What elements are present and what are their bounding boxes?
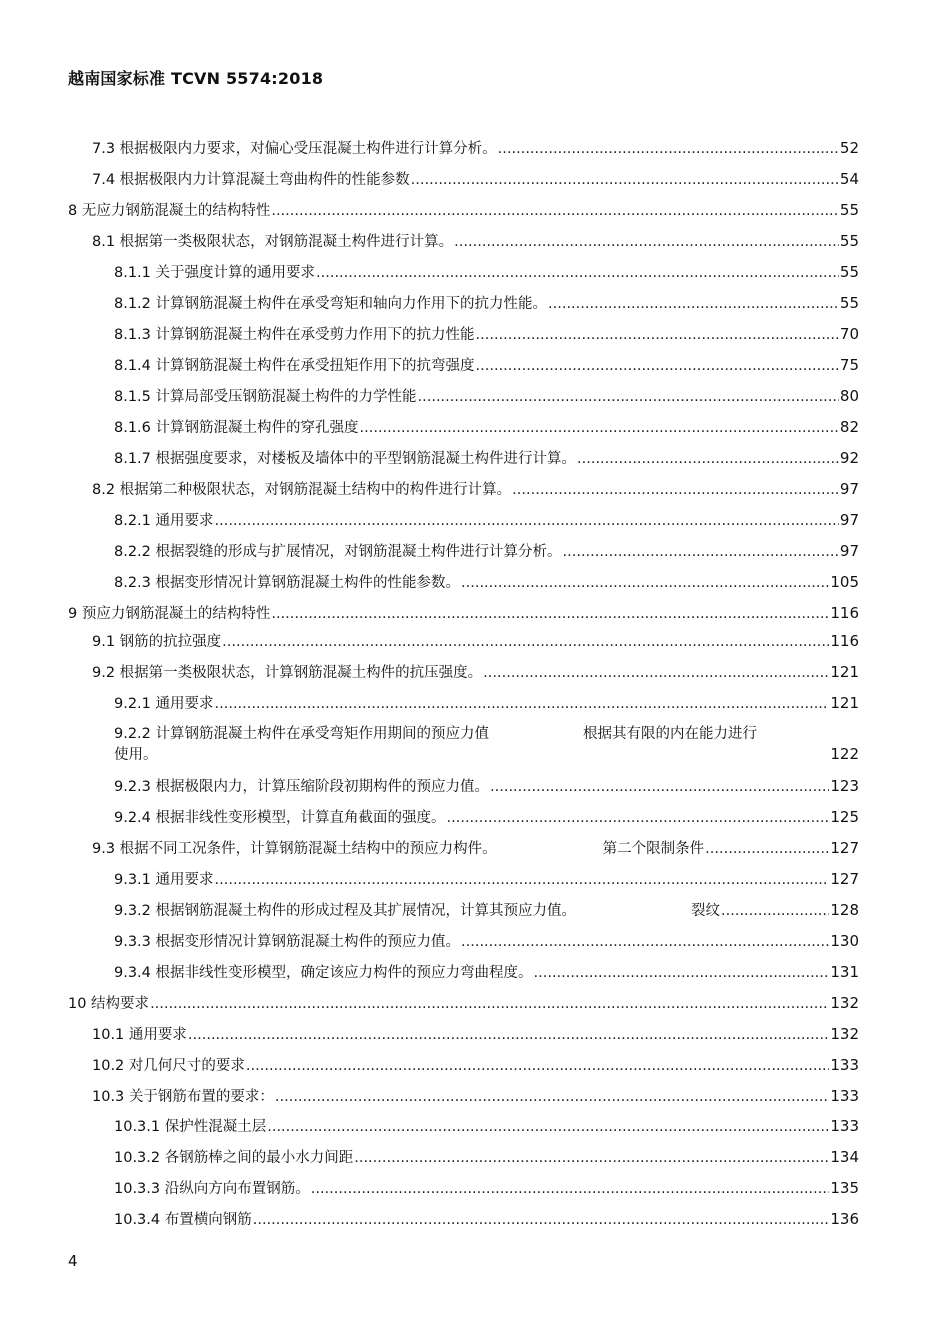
toc-page-number: 134 <box>830 1148 859 1166</box>
toc-leader-dots <box>215 694 830 714</box>
toc-entry[interactable] <box>68 603 859 624</box>
toc-page-number: 130 <box>830 932 859 950</box>
toc-entry[interactable] <box>114 572 859 593</box>
toc-page-number: 116 <box>830 632 859 650</box>
toc-page-number: 127 <box>830 870 859 888</box>
toc-entry-title: 7.4 根据极限内力计算混凝土弯曲构件的性能参数 <box>92 172 410 188</box>
toc-leader-dots <box>253 1210 830 1230</box>
toc-leader-dots <box>498 139 839 159</box>
toc-page-number: 132 <box>830 994 859 1012</box>
toc-entry[interactable] <box>92 479 859 500</box>
toc-leader-dots <box>215 511 839 531</box>
toc-entry-title: 8.2 根据第二种极限状态，对钢筋混凝土结构中的构件进行计算。 <box>92 482 512 498</box>
toc-leader-dots <box>447 808 830 828</box>
toc-page-number: 105 <box>830 573 859 591</box>
toc-page-number: 52 <box>839 139 859 157</box>
toc-leader-dots <box>188 1025 829 1045</box>
toc-page-number: 97 <box>839 480 859 498</box>
toc-leader-dots <box>311 1179 830 1199</box>
toc-leader-dots <box>222 632 829 652</box>
toc-entry-title: 8.1.2 计算钢筋混凝土构件在承受弯矩和轴向力作用下的抗力性能。 <box>114 296 548 312</box>
toc-leader-dots <box>246 1056 829 1076</box>
toc-entry-title: 8.2.2 根据裂缝的形成与扩展情况，对钢筋混凝土构件进行计算分析。 <box>114 544 562 560</box>
toc-entry-title: 10.3.3 沿纵向方向布置钢筋。 <box>114 1181 310 1197</box>
toc-entry-title: 8.1 根据第一类极限状态，对钢筋混凝土构件进行计算。 <box>92 234 454 250</box>
toc-entry[interactable] <box>92 138 859 159</box>
toc-entry[interactable] <box>114 448 859 469</box>
toc-leader-dots <box>411 170 839 190</box>
toc-entry-title: 8.1.6 计算钢筋混凝土构件的穿孔强度 <box>114 420 359 436</box>
toc-entry-title: 9.2.1 通用要求 <box>114 696 214 712</box>
toc-entry-title: 9.3.3 根据变形情况计算钢筋混凝土构件的预应力值。 <box>114 934 461 950</box>
toc-entry[interactable] <box>92 838 859 859</box>
toc-leader-dots <box>461 573 829 593</box>
toc-leader-dots <box>275 1087 829 1107</box>
toc-page-number: 97 <box>839 542 859 560</box>
toc-page-number: 125 <box>830 808 859 826</box>
toc-page-number: 55 <box>839 232 859 250</box>
toc-page-number: 55 <box>839 294 859 312</box>
toc-entry[interactable] <box>92 662 859 683</box>
toc-entry[interactable] <box>114 1116 859 1137</box>
toc-entry[interactable] <box>114 962 859 983</box>
toc-leader-dots <box>150 994 829 1014</box>
toc-entry[interactable] <box>114 724 859 765</box>
toc-entry[interactable] <box>92 169 859 190</box>
toc-page-number: 92 <box>839 449 859 467</box>
toc-page-number: 132 <box>830 1025 859 1043</box>
toc-leader-dots <box>360 418 839 438</box>
toc-entry[interactable] <box>114 693 859 714</box>
toc-entry[interactable] <box>68 200 859 221</box>
page-header: 越南国家标准 TCVN 5574:2018 <box>68 69 324 88</box>
toc-leader-dots <box>512 480 839 500</box>
toc-page-number: 116 <box>830 604 859 622</box>
toc-page-number: 54 <box>839 170 859 188</box>
toc-entry-title: 8.1.3 计算钢筋混凝土构件在承受剪力作用下的抗力性能 <box>114 327 475 343</box>
toc-entry[interactable] <box>92 1024 859 1045</box>
toc-entry-title: 9.2.3 根据极限内力，计算压缩阶段初期构件的预应力值。 <box>114 779 490 795</box>
toc-entry-title-wrapped: 使用。 <box>114 747 158 763</box>
toc-leader-dots <box>548 294 839 314</box>
toc-entry-title: 8.1.4 计算钢筋混凝土构件在承受扭矩作用下的抗弯强度 <box>114 358 475 374</box>
toc-entry-title: 8.2.3 根据变形情况计算钢筋混凝土构件的性能参数。 <box>114 575 461 591</box>
toc-entry-title: 8.1.1 关于强度计算的通用要求 <box>114 265 316 281</box>
toc-entry-title: 9.3 根据不同工况条件，计算钢筋混凝土结构中的预应力构件。 <box>92 841 497 857</box>
toc-page-number: 135 <box>830 1179 859 1197</box>
toc-leader-dots <box>563 542 839 562</box>
toc-entry[interactable] <box>92 631 859 652</box>
toc-entry-title-continued: 裂纹 <box>691 903 721 919</box>
toc-entry[interactable] <box>114 776 859 797</box>
toc-entry-title: 9.2.4 根据非线性变形模型，计算直角截面的强度。 <box>114 810 446 826</box>
toc-entry-title: 9.3.1 通用要求 <box>114 872 214 888</box>
toc-leader-dots <box>490 777 829 797</box>
toc-leader-dots <box>721 901 829 921</box>
toc-entry[interactable] <box>114 1147 859 1168</box>
toc-leader-dots <box>705 839 829 859</box>
toc-entry[interactable] <box>114 262 859 283</box>
toc-entry[interactable] <box>114 900 859 921</box>
toc-leader-dots <box>316 263 839 283</box>
toc-entry[interactable] <box>114 293 859 314</box>
toc-entry[interactable] <box>114 869 859 890</box>
toc-entry[interactable] <box>114 1178 859 1199</box>
toc-page-number: 80 <box>839 387 859 405</box>
toc-page-number: 133 <box>830 1117 859 1135</box>
toc-leader-dots <box>271 201 839 221</box>
toc-page-number: 133 <box>830 1056 859 1074</box>
toc-entry-title: 7.3 根据极限内力要求，对偏心受压混凝土构件进行计算分析。 <box>92 141 497 157</box>
toc-entry[interactable] <box>114 324 859 345</box>
toc-leader-dots <box>461 932 829 952</box>
toc-page-number: 128 <box>830 901 859 919</box>
toc-entry[interactable] <box>92 1055 859 1076</box>
toc-page-number: 131 <box>830 963 859 981</box>
toc-page-number: 55 <box>839 201 859 219</box>
toc-page-number: 121 <box>830 663 859 681</box>
toc-leader-dots <box>483 663 829 683</box>
toc-leader-dots <box>418 387 839 407</box>
toc-leader-dots <box>534 963 830 983</box>
toc-page-number: 123 <box>830 777 859 795</box>
toc-entry-title: 9.3.4 根据非线性变形模型，确定该应力构件的预应力弯曲程度。 <box>114 965 533 981</box>
toc-entry-title: 9.3.2 根据钢筋混凝土构件的形成过程及其扩展情况，计算其预应力值。 <box>114 903 577 919</box>
toc-page-number: 75 <box>839 356 859 374</box>
toc-leader-dots <box>267 1117 829 1137</box>
toc-page-number: 55 <box>839 263 859 281</box>
toc-entry[interactable] <box>114 355 859 376</box>
toc-leader-dots <box>271 604 829 624</box>
toc-entry-title: 10.1 通用要求 <box>92 1027 187 1043</box>
toc-entry[interactable] <box>114 386 859 407</box>
toc-entry[interactable] <box>114 807 859 828</box>
toc-entry-title: 10.3.4 布置横向钢筋 <box>114 1212 252 1228</box>
toc-leader-dots <box>215 870 830 890</box>
toc-entry-title-continued: 根据其有限的内在能力进行 <box>583 726 758 742</box>
toc-leader-dots <box>476 356 839 376</box>
toc-entry-title: 10.3.2 各钢筋棒之间的最小水力间距 <box>114 1150 354 1166</box>
toc-entry[interactable] <box>92 1086 859 1107</box>
toc-entry-title: 9.2 根据第一类极限状态，计算钢筋混凝土构件的抗压强度。 <box>92 665 483 681</box>
toc-entry-title: 8.2.1 通用要求 <box>114 513 214 529</box>
toc-entry-title: 10.3.1 保护性混凝土层 <box>114 1119 267 1135</box>
toc-page-number: 136 <box>830 1210 859 1228</box>
toc-page-number: 127 <box>830 839 859 857</box>
toc-entry[interactable] <box>114 931 859 952</box>
toc-page-number: 121 <box>830 694 859 712</box>
page-number: 4 <box>68 1252 78 1270</box>
toc-entry-title: 8.1.5 计算局部受压钢筋混凝土构件的力学性能 <box>114 389 417 405</box>
toc-page-number: 97 <box>839 511 859 529</box>
toc-entry[interactable] <box>114 510 859 531</box>
toc-leader-dots <box>577 449 839 469</box>
toc-entry-title-continued: 第二个限制条件 <box>602 841 705 857</box>
toc-entry-title: 9.2.2 计算钢筋混凝土构件在承受弯矩作用期间的预应力值 <box>114 726 490 742</box>
toc-entry-title: 8 无应力钢筋混凝土的结构特性 <box>68 203 271 219</box>
toc-entry[interactable] <box>114 1209 859 1230</box>
toc-page-number: 82 <box>839 418 859 436</box>
toc-page-number: 70 <box>839 325 859 343</box>
toc-entry[interactable] <box>114 417 859 438</box>
toc-leader-dots <box>476 325 839 345</box>
toc-page-number: 133 <box>830 1087 859 1105</box>
toc-entry-title: 8.1.7 根据强度要求，对楼板及墙体中的平型钢筋混凝土构件进行计算。 <box>114 451 577 467</box>
toc-leader-dots <box>354 1148 829 1168</box>
toc-entry[interactable] <box>92 231 859 252</box>
toc-entry-title: 9 预应力钢筋混凝土的结构特性 <box>68 606 271 622</box>
toc-page-number: 122 <box>830 745 859 763</box>
toc-entry-title: 10.3 关于钢筋布置的要求： <box>92 1089 274 1105</box>
toc-entry[interactable] <box>114 541 859 562</box>
toc-leader-dots <box>454 232 839 252</box>
toc-entry-title: 9.1 钢筋的抗拉强度 <box>92 634 222 650</box>
toc-entry[interactable] <box>68 993 859 1014</box>
toc-entry-title: 10 结构要求 <box>68 996 150 1012</box>
toc-entry-title: 10.2 对几何尺寸的要求 <box>92 1058 245 1074</box>
